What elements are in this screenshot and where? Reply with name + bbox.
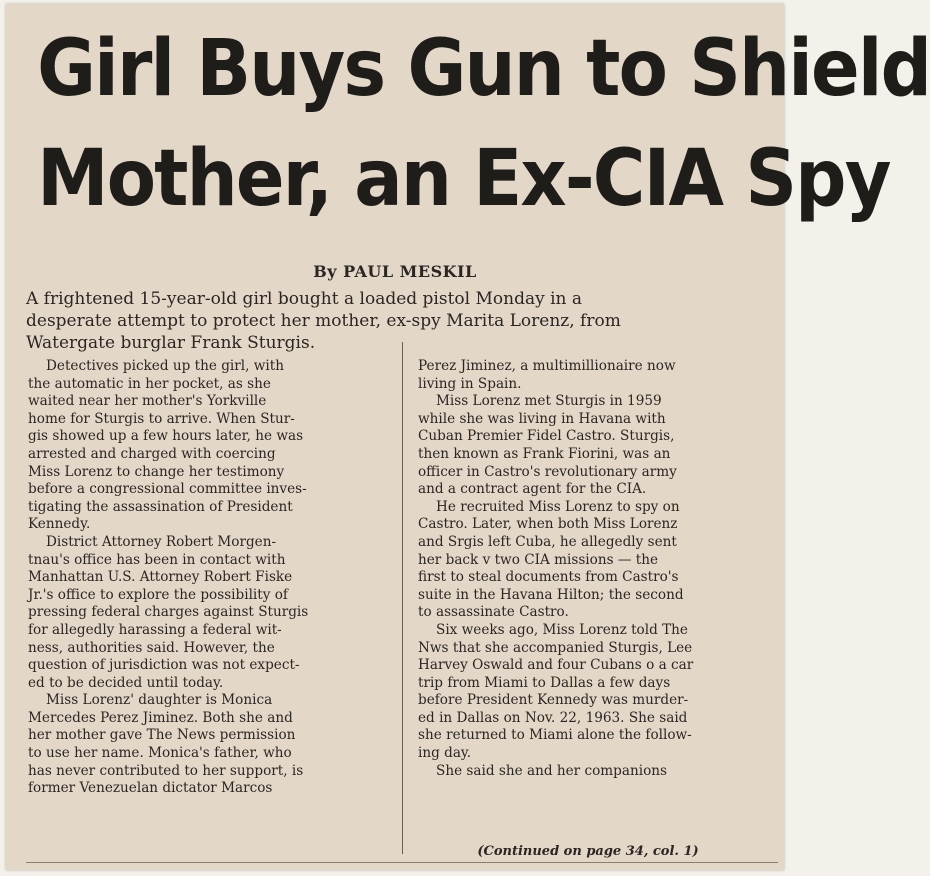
newspaper-clipping	[6, 4, 930, 870]
byline: By PAUL MESKIL	[313, 262, 477, 281]
column-divider	[402, 342, 403, 854]
bottom-rule	[26, 862, 778, 863]
left-column	[28, 358, 390, 798]
continued-note: (Continued on page 34, col. 1)	[477, 844, 699, 859]
left-paragraph-3: Miss Lorenz' daughter is Monica Mercedes Perez Jiminez. Both she and her mother gave The News permission to use her name. Monica's father, who has never contributed to her support, is former Venezuelan dictator Marcos	[28, 692, 304, 797]
right-paragraph-5: She said she and her companions	[436, 762, 667, 779]
right-column	[418, 358, 778, 780]
right-paragraph-1: Perez Jiminez, a multimillionaire now living in Spain.	[418, 358, 676, 392]
left-paragraph-1: Detectives picked up the girl, with the automatic in her pocket, as she waited near her mother's Yorkville home for Sturgis to arrive. When Stur- gis showed up a few hours later, he was arrested and charged with coercing Miss Lorenz to change her testimony before a congressional committee inves- tigating the assassination of President Kennedy.	[28, 358, 307, 533]
lead-paragraph: A frightened 15-year-old girl bought a loaded pistol Monday in a desperate attempt to protect her mother, ex-spy Marita Lorenz, from Watergate burglar Frank Sturgis.	[26, 289, 621, 353]
right-paragraph-4: Six weeks ago, Miss Lorenz told The Nws that she accompanied Sturgis, Lee Harvey Oswald and four Cubans o a car trip from Miami to Dallas a few days before President Kennedy was murder- ed in Dallas on Nov. 22, 1963. She said she returned to Miami alone the follow- ing day.	[418, 621, 694, 762]
left-paragraph-2: District Attorney Robert Morgen- tnau's office has been in contact with Manhattan U.S. Attorney Robert Fiske Jr.'s office to explore the possibility of pressing federal charges against Sturgis for allegedly harassing a federal wit- ness, authorities said. However, the question of jurisdiction was not expect- ed to be decided until today.	[28, 533, 309, 691]
headline-line-1: Girl Buys Gun to Shield	[37, 24, 930, 114]
right-paragraph-2: Miss Lorenz met Sturgis in 1959 while she was living in Havana with Cuban Premier Fidel Castro. Sturgis, then known as Frank Fiorini, was an officer in Castro's revolutionary army and a contract agent for the CIA.	[418, 393, 677, 498]
right-paragraph-3: He recruited Miss Lorenz to spy on Castro. Later, when both Miss Lorenz and Srgis left Cuba, he allegedly sent her back v two CIA missions — the first to steal documents from Castro's suite in the Havana Hilton; the second to assassinate Castro.	[418, 498, 684, 621]
headline-line-2: Mother, an Ex-CIA Spy	[37, 134, 890, 224]
